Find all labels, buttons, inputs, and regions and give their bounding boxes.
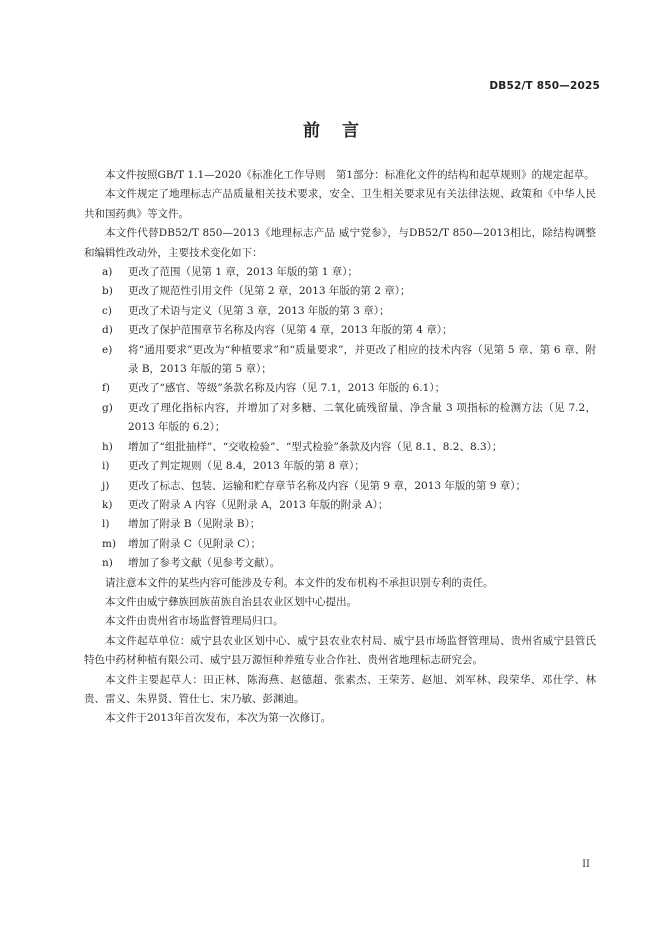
- list-item-label: g): [102, 401, 113, 414]
- list-item: [84, 438, 596, 457]
- list-item-text: 更改了规范性引用文件（见第 2 章，2013 年版的第 2 章）；: [128, 285, 411, 298]
- list-item-label: h): [102, 440, 113, 453]
- list-item-label: l): [102, 518, 110, 531]
- list-item-text: 增加了附录 C（见附录 C）；: [128, 537, 261, 550]
- page-number: II: [582, 859, 590, 870]
- list-item-text: 更改了范围（见第 1 章，2013 年版的第 1 章）；: [128, 266, 359, 279]
- list-item-text: 增加了“组批抽样”、“交收检验”、“型式检验”条款及内容（见 8.1、8.2、8.3）；: [128, 440, 503, 453]
- list-item-label: f): [102, 382, 110, 395]
- closing-paragraph: 本文件主要起草人：田正林、陈海燕、赵德超、张素杰、王荣芳、赵旭、刘军林、段荣华、邓仕学、林贵、雷义、朱界贤、管仕七、宋乃敏、彭渊迪。: [84, 673, 596, 705]
- list-item-text: 增加了附录 B（见附录 B）；: [128, 518, 261, 531]
- list-item: [84, 321, 596, 340]
- closing-paragraph: 本文件起草单位：威宁县农业区划中心、威宁县农业农村局、威宁县市场监督管理局、贵州省威宁县管氏特色中药材种植有限公司、威宁县万源恒种养殖专业合作社、贵州省地理标志研究会。: [84, 634, 596, 667]
- list-item-text: 将“通用要求”更改为“种植要求”和“质量要求”，并更改了相应的技术内容（见第 5 章、第 6 章、附录 B，2013 年版的第 5 章）；: [128, 343, 596, 376]
- list-item-label: a): [102, 266, 113, 279]
- list-item: [84, 535, 596, 554]
- list-item-label: c): [102, 304, 112, 317]
- list-item-label: e): [102, 343, 113, 356]
- list-item-label: i): [102, 460, 110, 473]
- list-item-text: 更改了“感官、等级”条款名称及内容（见 7.1，2013 年版的 6.1）；: [128, 382, 446, 395]
- document-code: DB52/T 850—2025: [489, 80, 600, 92]
- list-item: [84, 341, 596, 380]
- list-item-text: 增加了参考文献（见参考文献）。: [128, 557, 281, 570]
- list-item-text: 更改了附录 A 内容（见附录 A，2013 年版的附录 A）；: [128, 498, 389, 511]
- list-item-text: 更改了术语与定义（见第 3 章，2013 年版的第 3 章）；: [128, 304, 390, 317]
- list-item: [84, 477, 596, 496]
- list-item: [84, 379, 596, 398]
- list-item: [84, 282, 596, 301]
- list-item: [84, 399, 596, 438]
- list-item-text: 更改了保护范围章节名称及内容（见第 4 章，2013 年版的第 4 章）；: [128, 324, 453, 337]
- page-title: 前言: [303, 121, 381, 141]
- closing-paragraph: 请注意本文件的某些内容可能涉及专利。本文件的发布机构不承担识别专利的责任。: [105, 576, 494, 589]
- closing-paragraph: 本文件由威宁彝族回族苗族自治县农业区划中心提出。: [105, 595, 357, 608]
- intro-paragraph: 本文件按照GB/T 1.1—2020《标准化工作导则 第1部分：标准化文件的结构和起草规则》的规定起草。: [105, 169, 595, 181]
- list-item: [84, 554, 596, 573]
- intro-paragraph: 本文件规定了地理标志产品质量相关技术要求，安全、卫生相关要求见有关法律法规、政策和《中华人民共和国药典》等文件。: [84, 188, 596, 220]
- list-item: [84, 515, 596, 534]
- list-item: [84, 457, 596, 476]
- list-item-label: j): [102, 479, 110, 492]
- list-item-label: n): [102, 557, 113, 570]
- list-item: [84, 302, 596, 321]
- list-item-label: k): [102, 498, 113, 511]
- document-body: [84, 166, 596, 729]
- list-item-text: 更改了判定规则（见 8.4，2013 年版的第 8 章）；: [128, 460, 365, 473]
- intro-paragraph: 本文件代替DB52/T 850—2013《地理标志产品 威宁党参》，与DB52/T 850—2013相比，除结构调整和编辑性改动外，主要技术变化如下：: [84, 227, 596, 259]
- closing-paragraph: 本文件于2013年首次发布，本次为第一次修订。: [105, 712, 332, 725]
- change-list: [84, 263, 596, 574]
- list-item-text: 更改了标志、包装、运输和贮存章节名称及内容（见第 9 章，2013 年版的第 9 章）；: [128, 479, 527, 492]
- list-item: [84, 263, 596, 282]
- list-item-label: m): [102, 537, 117, 550]
- list-item-label: d): [102, 324, 113, 337]
- list-item-text: 更改了理化指标内容，并增加了对多糖、二氧化硫残留量、净含量 3 项指标的检测方法（见 7.2，2013 年版的 6.2）；: [128, 401, 596, 434]
- closing-paragraph: 本文件由贵州省市场监督管理局归口。: [105, 615, 284, 628]
- list-item-label: b): [102, 285, 113, 298]
- list-item: [84, 496, 596, 515]
